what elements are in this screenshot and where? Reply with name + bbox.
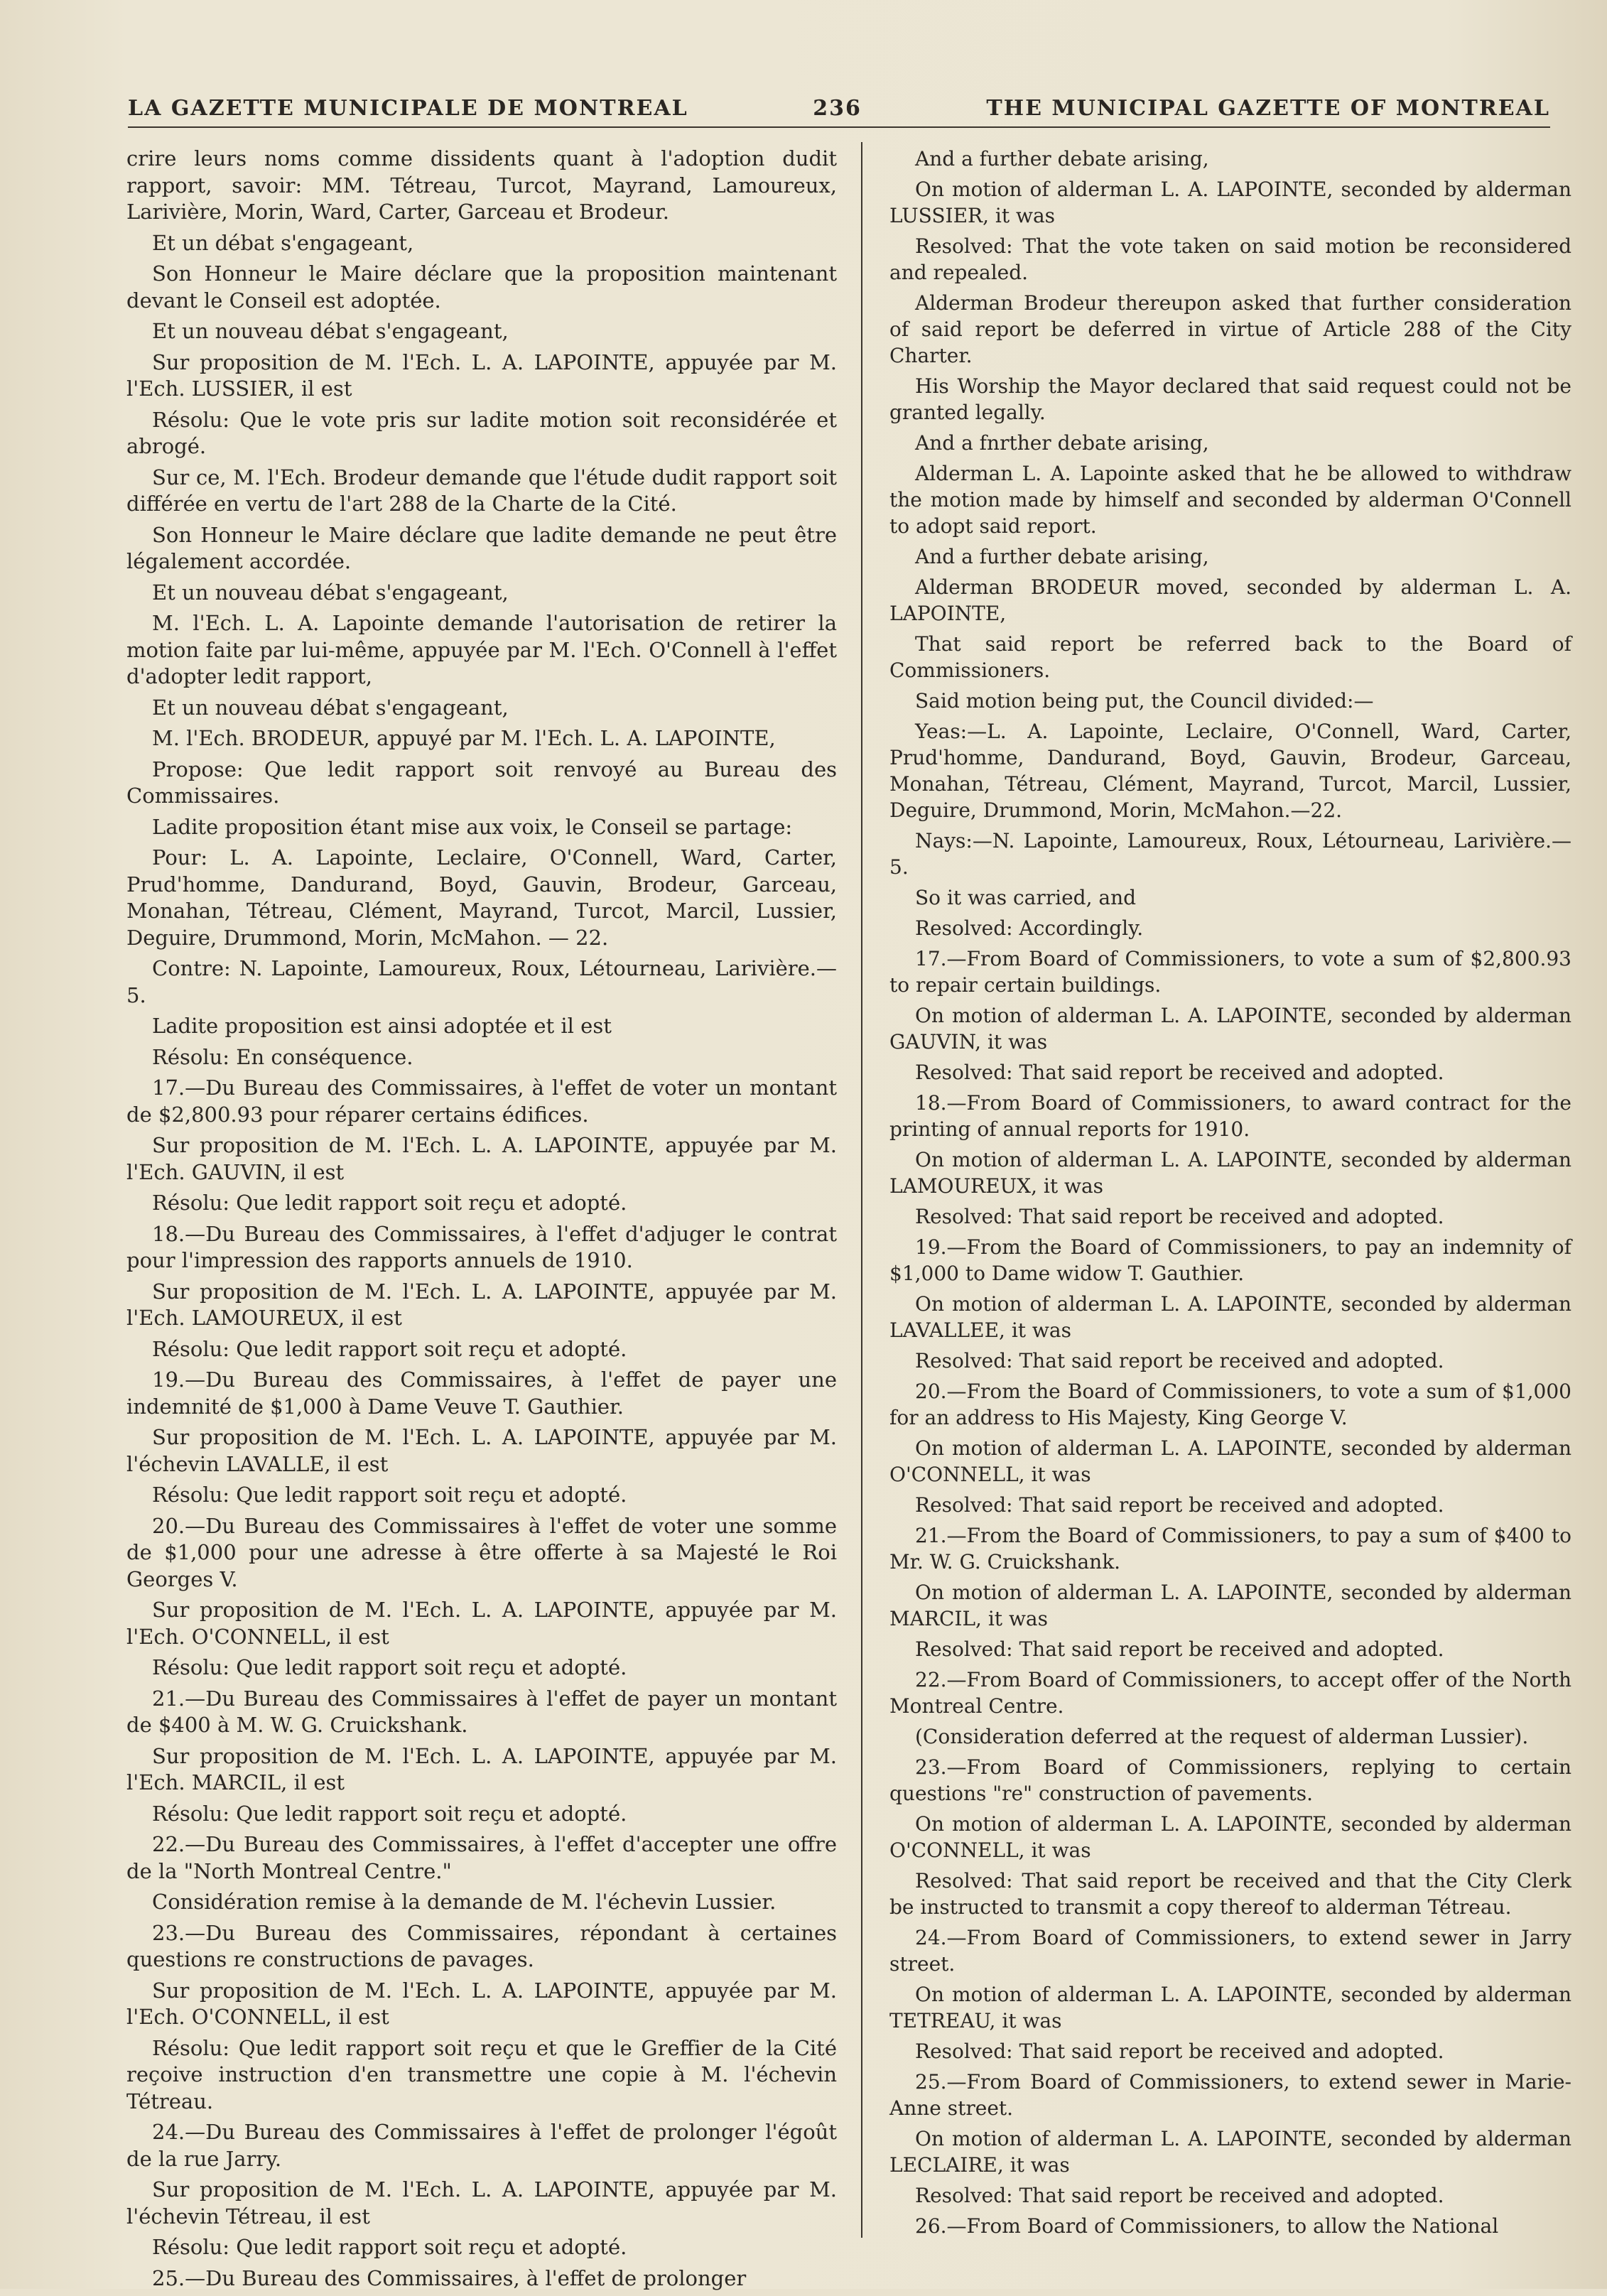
english-paragraph: Alderman BRODEUR moved, seconded by alderman L. A. LAPOINTE, (889, 575, 1571, 625)
page-number: 236 (813, 96, 862, 121)
french-paragraph: Sur proposition de M. l'Ech. L. A. LAPOINTE, appuyée par M. l'Ech. LAMOUREUX, il est (126, 1279, 837, 1330)
french-paragraph: 22.—Du Bureau des Commissaires, à l'effet d'accepter une offre de la "North Montreal Centre." (126, 1832, 837, 1883)
english-paragraph: Resolved: That the vote taken on said motion be reconsidered and repealed. (889, 234, 1571, 284)
french-paragraph: Sur ce, M. l'Ech. Brodeur demande que l'étude dudit rapport soit différée en vertu de l'art 288 de la Charte de la Cité. (126, 465, 837, 516)
french-paragraph: 18.—Du Bureau des Commissaires, à l'effet d'adjuger le contrat pour l'impression des rapports annuels de 1910. (126, 1221, 837, 1272)
page-header (128, 78, 1550, 128)
french-paragraph: 19.—Du Bureau des Commissaires, à l'effet de payer une indemnité de $1,000 à Dame Veuve T. Gauthier. (126, 1368, 837, 1419)
english-column (889, 146, 1571, 2243)
english-paragraph: On motion of alderman L. A. LAPOINTE, seconded by alderman O'CONNELL, it was (889, 1436, 1571, 1486)
french-paragraph: Résolu: Que ledit rapport soit reçu et adopté. (152, 1336, 627, 1361)
english-paragraph: 18.—From Board of Commissioners, to award contract for the printing of annual reports for 1910. (889, 1091, 1571, 1141)
english-paragraph: On motion of alderman L. A. LAPOINTE, seconded by alderman TETREAU, it was (889, 1983, 1571, 2032)
french-paragraph: Résolu: Que ledit rapport soit reçu et adopté. (152, 1483, 627, 1507)
french-paragraph: Et un débat s'engageant, (152, 230, 414, 255)
french-paragraph: M. l'Ech. BRODEUR, appuyé par M. l'Ech. L. A. LAPOINTE, (152, 726, 776, 750)
french-paragraph: Sur proposition de M. l'Ech. L. A. LAPOINTE, appuyée par M. l'échevin Tétreau, il est (126, 2177, 837, 2229)
french-paragraph: Pour: L. A. Lapointe, Leclaire, O'Connell, Ward, Carter, Prud'homme, Dandurand, Boyd, Gauvin, Brodeur, Garceau, Monahan, Tétreau, Clément, Mayrand, Turcot, Marcil, Lussier, Deguire, Drummond, Morin, McMahon. — 22. (126, 845, 837, 950)
english-paragraph: 21.—From the Board of Commissioners, to pay a sum of $400 to Mr. W. G. Cruickshank. (889, 1524, 1571, 1574)
french-paragraph: M. l'Ech. L. A. Lapointe demande l'autorisation de retirer la motion faite par lui-même, appuyée par M. l'Ech. O'Connell à l'effet d'adopter ledit rapport, (126, 611, 837, 688)
english-paragraph: That said report be referred back to the Board of Commissioners. (889, 632, 1571, 682)
english-paragraph: Resolved: That said report be received and adopted. (915, 2040, 1444, 2063)
french-paragraph: Résolu: Que ledit rapport soit reçu et adopté. (152, 1801, 627, 1826)
english-paragraph: 25.—From Board of Commissioners, to extend sewer in Marie-Anne street. (889, 2070, 1571, 2120)
english-paragraph: On motion of alderman L. A. LAPOINTE, seconded by alderman LAMOUREUX, it was (889, 1148, 1571, 1198)
english-paragraph: Resolved: That said report be received and adopted. (915, 2184, 1444, 2207)
french-paragraph: 24.—Du Bureau des Commissaires à l'effet de prolonger l'égoût de la rue Jarry. (126, 2120, 837, 2171)
french-paragraph: Et un nouveau débat s'engageant, (152, 319, 509, 343)
english-paragraph: Yeas:—L. A. Lapointe, Leclaire, O'Connell, Ward, Carter, Prud'homme, Dandurand, Boyd, Gauvin, Brodeur, Garceau, Monahan, Tétreau, Clément, Mayrand, Turcot, Marcil, Lussier, Deguire, Drummond, Morin, McMahon.—22. (889, 720, 1571, 822)
english-paragraph: On motion of alderman L. A. LAPOINTE, seconded by alderman GAUVIN, it was (889, 1004, 1571, 1054)
french-paragraph: Sur proposition de M. l'Ech. L. A. LAPOINTE, appuyée par M. l'échevin LAVALLE, il est (126, 1425, 837, 1476)
french-paragraph: 23.—Du Bureau des Commissaires, répondant à certaines questions re constructions de pavages. (126, 1920, 837, 1971)
column-divider (861, 142, 862, 2238)
english-paragraph: Resolved: That said report be received and adopted. (915, 1349, 1444, 1372)
french-paragraph: 25.—Du Bureau des Commissaires, à l'effet de prolonger (152, 2265, 747, 2290)
english-paragraph: 26.—From Board of Commissioners, to allow the National (915, 2214, 1499, 2238)
english-paragraph: 17.—From Board of Commissioners, to vote a sum of $2,800.93 to repair certain buildings. (889, 947, 1571, 997)
french-paragraph: Résolu: Que ledit rapport soit reçu et adopté. (152, 1655, 627, 1679)
english-paragraph: His Worship the Mayor declared that said request could not be granted legally. (889, 374, 1571, 424)
french-paragraph: Sur proposition de M. l'Ech. L. A. LAPOINTE, appuyée par M. l'Ech. LUSSIER, il est (126, 350, 837, 401)
french-paragraph: Résolu: Que ledit rapport soit reçu et que le Greffier de la Cité reçoive instruction d'en transmettre une copie à M. l'échevin Tétreau. (126, 2035, 837, 2113)
french-paragraph: 20.—Du Bureau des Commissaires à l'effet de voter une somme de $1,000 pour une adresse à être offerte à sa Majesté le Roi Georges V. (126, 1513, 837, 1591)
english-paragraph: So it was carried, and (915, 886, 1137, 909)
english-paragraph: On motion of alderman L. A. LAPOINTE, seconded by alderman O'CONNELL, it was (889, 1812, 1571, 1862)
english-paragraph: On motion of alderman L. A. LAPOINTE, seconded by alderman LUSSIER, it was (889, 178, 1571, 227)
english-paragraph: Resolved: That said report be received and adopted. (915, 1205, 1444, 1228)
french-paragraph: crire leurs noms comme dissidents quant à l'adoption dudit rapport, savoir: MM. Tétreau, Turcot, Mayrand, Lamoureux, Larivière, Morin, Ward, Carter, Garceau et Brodeur. (126, 146, 837, 224)
english-paragraph: 22.—From Board of Commissioners, to accept offer of the North Montreal Centre. (889, 1668, 1571, 1718)
french-paragraph: 21.—Du Bureau des Commissaires à l'effet de payer un montant de $400 à M. W. G. Cruickshank. (126, 1686, 837, 1737)
french-paragraph: Résolu: En conséquence. (152, 1044, 413, 1069)
english-paragraph: On motion of alderman L. A. LAPOINTE, seconded by alderman LECLAIRE, it was (889, 2127, 1571, 2177)
english-paragraph: On motion of alderman L. A. LAPOINTE, seconded by alderman MARCIL, it was (889, 1581, 1571, 1630)
header-english-title: THE MUNICIPAL GAZETTE OF MONTREAL (986, 96, 1550, 121)
french-paragraph: Considération remise à la demande de M. l'échevin Lussier. (152, 1890, 777, 1914)
french-paragraph: Résolu: Que ledit rapport soit reçu et adopté. (152, 2235, 627, 2259)
english-paragraph: 24.—From Board of Commissioners, to extend sewer in Jarry street. (889, 1926, 1571, 1976)
french-paragraph: Ladite proposition étant mise aux voix, le Conseil se partage: (152, 814, 793, 839)
french-paragraph: Son Honneur le Maire déclare que la proposition maintenant devant le Conseil est adoptée. (126, 261, 837, 313)
english-paragraph: Resolved: That said report be received and adopted. (915, 1061, 1444, 1084)
french-paragraph: Sur proposition de M. l'Ech. L. A. LAPOINTE, appuyée par M. l'Ech. GAUVIN, il est (126, 1133, 837, 1184)
french-paragraph: Et un nouveau débat s'engageant, (152, 580, 509, 605)
english-paragraph: And a further debate arising, (915, 545, 1209, 568)
french-paragraph: Sur proposition de M. l'Ech. L. A. LAPOINTE, appuyée par M. l'Ech. MARCIL, il est (126, 1743, 837, 1794)
french-paragraph: Résolu: Que ledit rapport soit reçu et adopté. (152, 1191, 627, 1215)
english-paragraph: Resolved: Accordingly. (915, 916, 1144, 940)
english-paragraph: On motion of alderman L. A. LAPOINTE, seconded by alderman LAVALLEE, it was (889, 1292, 1571, 1342)
header-french-title: LA GAZETTE MUNICIPALE DE MONTREAL (128, 96, 688, 121)
english-paragraph: Said motion being put, the Council divided:— (915, 689, 1374, 713)
english-paragraph: Alderman Brodeur thereupon asked that further consideration of said report be deferred in virtue of Article 288 of the City Charter. (889, 291, 1571, 367)
english-paragraph: Resolved: That said report be received and adopted. (915, 1493, 1444, 1517)
french-paragraph: Sur proposition de M. l'Ech. L. A. LAPOINTE, appuyée par M. l'Ech. O'CONNELL, il est (126, 1978, 837, 2029)
english-paragraph: Resolved: That said report be received and that the City Clerk be instructed to transmit a copy thereof to alderman Tétreau. (889, 1869, 1571, 1919)
english-paragraph: Nays:—N. Lapointe, Lamoureux, Roux, Létourneau, Larivière.—5. (889, 829, 1571, 879)
english-paragraph: And a further debate arising, (915, 147, 1209, 170)
french-paragraph: Résolu: Que le vote pris sur ladite motion soit reconsidérée et abrogé. (126, 407, 837, 458)
french-column (126, 146, 837, 2296)
french-paragraph: Sur proposition de M. l'Ech. L. A. LAPOINTE, appuyée par M. l'Ech. O'CONNELL, il est (126, 1598, 837, 1649)
french-paragraph: 17.—Du Bureau des Commissaires, à l'effet de voter un montant de $2,800.93 pour réparer certains édifices. (126, 1076, 837, 1127)
french-paragraph: Et un nouveau débat s'engageant, (152, 695, 509, 720)
english-paragraph: 20.—From the Board of Commissioners, to vote a sum of $1,000 for an address to His Majesty, King George V. (889, 1380, 1571, 1429)
english-paragraph: (Consideration deferred at the request of alderman Lussier). (915, 1725, 1529, 1748)
french-paragraph: Propose: Que ledit rapport soit renvoyé au Bureau des Commissaires. (126, 757, 837, 808)
english-paragraph: 23.—From Board of Commissioners, replying to certain questions "re" construction of pavements. (889, 1755, 1571, 1805)
french-paragraph: Son Honneur le Maire déclare que ladite demande ne peut être légalement accordée. (126, 522, 837, 573)
english-paragraph: 19.—From the Board of Commissioners, to pay an indemnity of $1,000 to Dame widow T. Gauthier. (889, 1235, 1571, 1285)
french-paragraph: Contre: N. Lapointe, Lamoureux, Roux, Létourneau, Larivière.—5. (126, 956, 837, 1007)
french-paragraph: Ladite proposition est ainsi adoptée et il est (152, 1014, 612, 1038)
english-paragraph: And a fnrther debate arising, (915, 431, 1209, 455)
english-paragraph: Resolved: That said report be received and adopted. (915, 1637, 1444, 1661)
english-paragraph: Alderman L. A. Lapointe asked that he be allowed to withdraw the motion made by himself and seconded by alderman O'Connell to adopt said report. (889, 462, 1571, 538)
